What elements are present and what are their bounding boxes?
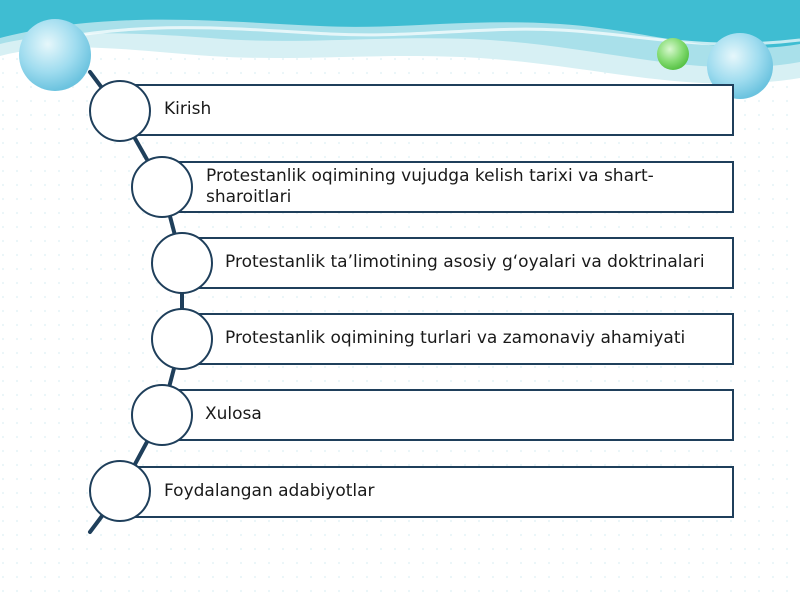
toc-item-6[interactable] (118, 466, 734, 518)
toc-item-5[interactable] (160, 389, 734, 441)
toc-item-3-label: Protestanlik ta’limotining asosiy g‘oyalari va doktrinalari (225, 252, 705, 273)
toc-item-6-label: Foydalangan adabiyotlar (164, 481, 375, 502)
toc-item-4-circle (151, 308, 213, 370)
toc-item-1-label: Kirish (164, 99, 212, 120)
toc-item-2-label: Protestanlik oqimining vujudga kelish tarixi va shart-sharoitlari (206, 165, 654, 207)
toc-item-3[interactable] (180, 237, 734, 289)
toc-item-2[interactable] (160, 161, 734, 213)
bubble-left (19, 19, 91, 91)
toc-item-4-label: Protestanlik oqimining turlari va zamonaviy ahamiyati (225, 328, 686, 349)
toc-item-5-label: Xulosa (205, 404, 262, 425)
toc-item-4[interactable] (180, 313, 734, 365)
toc-item-2-circle (131, 156, 193, 218)
toc-item-5-circle (131, 384, 193, 446)
bubble-green (657, 38, 689, 70)
toc-item-1-circle (89, 80, 151, 142)
toc-item-6-circle (89, 460, 151, 522)
toc-item-1[interactable] (118, 84, 734, 136)
toc-item-3-circle (151, 232, 213, 294)
